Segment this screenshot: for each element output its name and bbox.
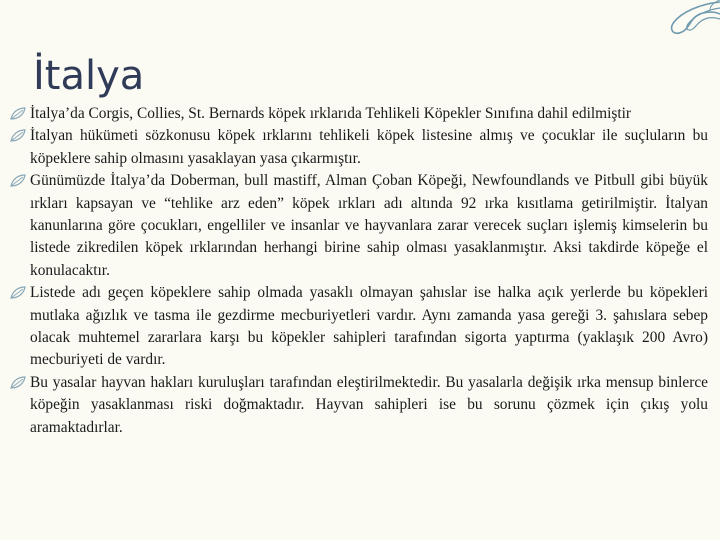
- bullet-item: [10, 103, 708, 125]
- bullet-text: İtalya’da Corgis, Collies, St. Bernards köpek ırklarıda Tehlikeli Köpekler Sınıfına dahil edilmiştir: [30, 105, 632, 122]
- bullet-item: [10, 372, 708, 439]
- bullet-item: [10, 282, 708, 372]
- bullet-text: İtalyan hükümeti sözkonusu köpek ırklarını tehlikeli köpek listesine almış ve çocuklar ile suçluların bu köpeklere sahip olmasını yasaklayan yasa çıkarmıştır.: [30, 127, 708, 167]
- leaf-bullet-icon: [10, 107, 26, 121]
- corner-swirl-decoration: [660, 0, 720, 60]
- slide-title: İtalya: [33, 53, 145, 99]
- bullet-text: Bu yasalar hayvan hakları kuruluşları tarafından eleştirilmektedir. Bu yasalarla değişik ırka mensup binlerce köpeğin yasaklanması riski doğmaktadır. Hayvan sahipleri ise bu sorunu çözmek için çıkış yolu aramaktadırlar.: [30, 373, 708, 436]
- bullet-item: [10, 125, 708, 170]
- leaf-bullet-icon: [10, 129, 26, 143]
- bullet-item: [10, 170, 708, 282]
- bullet-list: [10, 103, 708, 439]
- leaf-bullet-icon: [10, 376, 26, 390]
- leaf-bullet-icon: [10, 286, 26, 300]
- bullet-text: Listede adı geçen köpeklere sahip olmada yasaklı olmayan şahıslar ise halka açık yerlerde bu köpekleri mutlaka ağızlık ve tasma ile gezdirme mecburiyetleri vardır. Aynı zamanda yasa gereği 3. şahıslara sebep olacak muhtemel zararlara karşı bu köpekler sahipleri tarafından sigorta yaptırma (yaklaşık 200 Avro) mecburiyeti de vardır.: [30, 284, 708, 369]
- bullet-text: Günümüzde İtalya’da Doberman, bull mastiff, Alman Çoban Köpeği, Newfoundlands ve Pitbull gibi büyük ırkları kapsayan ve “tehlike arz eden” köpek ırkları adı altında 92 ırka kısıtlama getirilmiştir. İtalyan kanunlarına göre çocukları, engelliler ve insanlar ve hayvanlara zarar verecek suçları işlemiş kimselerin bu listede zikredilen köpek ırklarından herhangi birine sahip olması yasaklanmıştır. Aksi takdirde köpeğe el konulacaktır.: [30, 172, 708, 279]
- leaf-bullet-icon: [10, 174, 26, 188]
